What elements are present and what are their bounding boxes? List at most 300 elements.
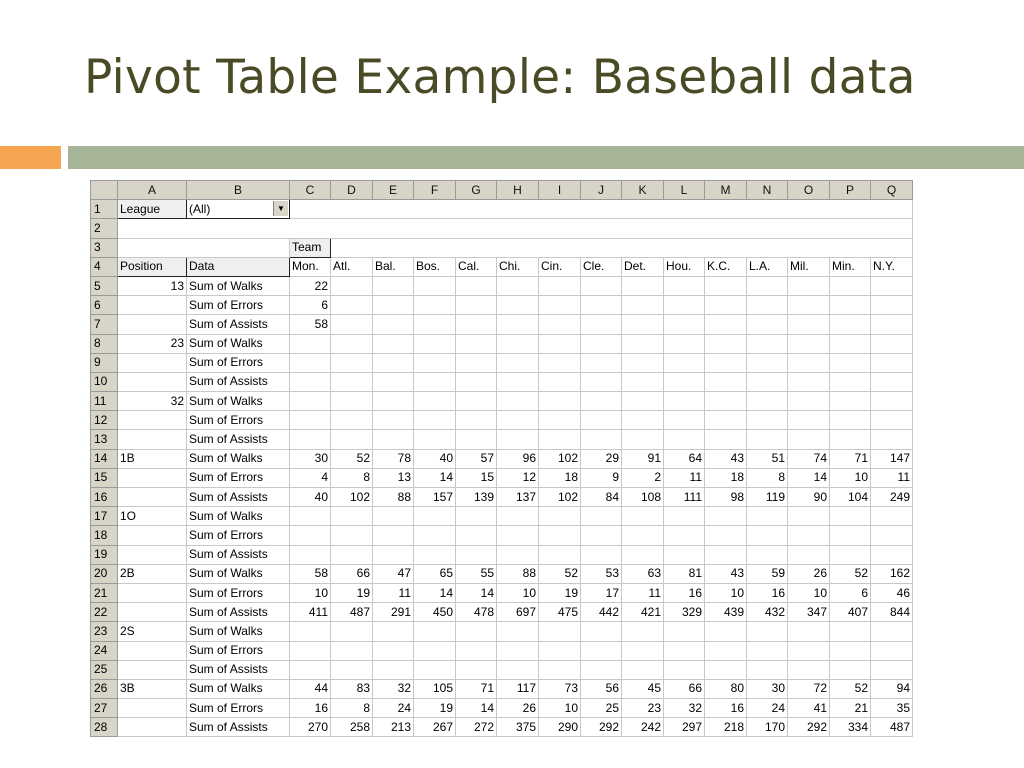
value-cell[interactable] (456, 315, 497, 334)
value-cell[interactable]: 14 (456, 699, 497, 718)
position-group-cell[interactable] (118, 699, 187, 718)
value-cell[interactable] (622, 296, 664, 315)
value-cell[interactable] (622, 334, 664, 353)
row-header[interactable]: 23 (91, 622, 118, 641)
value-cell[interactable]: 16 (747, 583, 788, 602)
value-cell[interactable]: 102 (539, 449, 581, 468)
value-cell[interactable] (539, 276, 581, 295)
value-cell[interactable] (622, 526, 664, 545)
value-cell[interactable]: 9 (581, 468, 622, 487)
row-header[interactable]: 24 (91, 641, 118, 660)
value-cell[interactable] (539, 334, 581, 353)
value-cell[interactable]: 30 (747, 679, 788, 698)
value-cell[interactable] (290, 334, 331, 353)
position-group-cell[interactable] (118, 353, 187, 372)
value-cell[interactable] (539, 660, 581, 679)
value-cell[interactable]: 270 (290, 718, 331, 737)
value-cell[interactable]: 88 (373, 488, 414, 507)
value-cell[interactable]: 26 (497, 699, 539, 718)
value-cell[interactable]: 24 (747, 699, 788, 718)
measure-label-cell[interactable]: Sum of Assists (187, 372, 290, 391)
value-cell[interactable] (414, 411, 456, 430)
value-cell[interactable] (788, 545, 830, 564)
value-cell[interactable] (664, 430, 705, 449)
value-cell[interactable]: 258 (331, 718, 373, 737)
value-cell[interactable] (414, 430, 456, 449)
value-cell[interactable]: 292 (581, 718, 622, 737)
row-header[interactable]: 7 (91, 315, 118, 334)
value-cell[interactable] (788, 372, 830, 391)
position-group-cell[interactable] (118, 545, 187, 564)
column-header[interactable]: J (581, 181, 622, 200)
value-cell[interactable] (456, 411, 497, 430)
value-cell[interactable] (581, 622, 622, 641)
value-cell[interactable]: 29 (581, 449, 622, 468)
team-header-cell[interactable]: Chi. (497, 257, 539, 276)
value-cell[interactable] (373, 296, 414, 315)
value-cell[interactable]: 334 (830, 718, 871, 737)
value-cell[interactable]: 52 (830, 679, 871, 698)
measure-label-cell[interactable]: Sum of Walks (187, 276, 290, 295)
value-cell[interactable] (664, 507, 705, 526)
value-cell[interactable] (747, 660, 788, 679)
value-cell[interactable] (414, 622, 456, 641)
value-cell[interactable] (414, 660, 456, 679)
filter-dropdown[interactable] (187, 200, 290, 219)
value-cell[interactable] (290, 353, 331, 372)
value-cell[interactable]: 11 (871, 468, 913, 487)
value-cell[interactable] (414, 334, 456, 353)
value-cell[interactable] (456, 660, 497, 679)
value-cell[interactable] (373, 507, 414, 526)
value-cell[interactable] (871, 507, 913, 526)
value-cell[interactable]: 71 (456, 679, 497, 698)
value-cell[interactable] (664, 296, 705, 315)
value-cell[interactable] (497, 622, 539, 641)
row-header[interactable]: 3 (91, 238, 118, 257)
value-cell[interactable] (497, 545, 539, 564)
value-cell[interactable]: 10 (290, 583, 331, 602)
team-header-cell[interactable]: Bal. (373, 257, 414, 276)
value-cell[interactable]: 439 (705, 603, 747, 622)
value-cell[interactable] (747, 353, 788, 372)
value-cell[interactable] (456, 276, 497, 295)
value-cell[interactable] (747, 430, 788, 449)
value-cell[interactable]: 102 (539, 488, 581, 507)
value-cell[interactable]: 8 (331, 699, 373, 718)
value-cell[interactable] (622, 622, 664, 641)
value-cell[interactable]: 117 (497, 679, 539, 698)
value-cell[interactable] (622, 411, 664, 430)
value-cell[interactable] (331, 660, 373, 679)
value-cell[interactable] (705, 430, 747, 449)
value-cell[interactable] (664, 353, 705, 372)
position-group-cell[interactable] (118, 315, 187, 334)
value-cell[interactable] (456, 296, 497, 315)
value-cell[interactable]: 10 (497, 583, 539, 602)
value-cell[interactable]: 487 (871, 718, 913, 737)
team-header-cell[interactable]: Atl. (331, 257, 373, 276)
value-cell[interactable] (664, 526, 705, 545)
value-cell[interactable]: 59 (747, 564, 788, 583)
value-cell[interactable]: 218 (705, 718, 747, 737)
value-cell[interactable]: 41 (788, 699, 830, 718)
value-cell[interactable]: 15 (456, 468, 497, 487)
value-cell[interactable] (788, 353, 830, 372)
row-header[interactable]: 8 (91, 334, 118, 353)
value-cell[interactable]: 329 (664, 603, 705, 622)
value-cell[interactable] (664, 411, 705, 430)
value-cell[interactable] (414, 276, 456, 295)
value-cell[interactable]: 14 (456, 583, 497, 602)
value-cell[interactable]: 81 (664, 564, 705, 583)
value-cell[interactable] (414, 392, 456, 411)
value-cell[interactable] (456, 641, 497, 660)
value-cell[interactable] (747, 315, 788, 334)
value-cell[interactable] (497, 660, 539, 679)
value-cell[interactable] (539, 296, 581, 315)
value-cell[interactable] (747, 545, 788, 564)
position-group-cell[interactable] (118, 583, 187, 602)
value-cell[interactable] (497, 296, 539, 315)
team-header-cell[interactable]: Det. (622, 257, 664, 276)
value-cell[interactable] (871, 276, 913, 295)
measure-label-cell[interactable]: Sum of Walks (187, 622, 290, 641)
value-cell[interactable] (373, 545, 414, 564)
value-cell[interactable]: 17 (581, 583, 622, 602)
value-cell[interactable] (331, 411, 373, 430)
position-group-cell[interactable] (118, 430, 187, 449)
value-cell[interactable]: 98 (705, 488, 747, 507)
value-cell[interactable]: 4 (290, 468, 331, 487)
measure-label-cell[interactable]: Sum of Errors (187, 468, 290, 487)
value-cell[interactable]: 53 (581, 564, 622, 583)
value-cell[interactable] (581, 353, 622, 372)
position-group-cell[interactable] (118, 296, 187, 315)
value-cell[interactable] (539, 641, 581, 660)
value-cell[interactable] (331, 430, 373, 449)
value-cell[interactable] (788, 411, 830, 430)
value-cell[interactable] (830, 334, 871, 353)
value-cell[interactable] (539, 430, 581, 449)
measure-label-cell[interactable]: Sum of Assists (187, 430, 290, 449)
value-cell[interactable] (622, 430, 664, 449)
value-cell[interactable] (414, 641, 456, 660)
value-cell[interactable]: 14 (414, 583, 456, 602)
value-cell[interactable] (581, 296, 622, 315)
value-cell[interactable] (788, 392, 830, 411)
value-cell[interactable]: 14 (414, 468, 456, 487)
value-cell[interactable] (747, 622, 788, 641)
value-cell[interactable]: 475 (539, 603, 581, 622)
column-header[interactable]: B (187, 181, 290, 200)
team-header-cell[interactable]: Hou. (664, 257, 705, 276)
value-cell[interactable]: 119 (747, 488, 788, 507)
value-cell[interactable] (705, 334, 747, 353)
row-header[interactable]: 10 (91, 372, 118, 391)
value-cell[interactable] (871, 430, 913, 449)
value-cell[interactable] (497, 372, 539, 391)
team-header-cell[interactable]: Mil. (788, 257, 830, 276)
value-cell[interactable]: 411 (290, 603, 331, 622)
value-cell[interactable]: 157 (414, 488, 456, 507)
value-cell[interactable] (373, 353, 414, 372)
measure-label-cell[interactable]: Sum of Errors (187, 411, 290, 430)
position-group-cell[interactable]: 1B (118, 449, 187, 468)
value-cell[interactable] (331, 334, 373, 353)
value-cell[interactable]: 272 (456, 718, 497, 737)
row-header[interactable]: 18 (91, 526, 118, 545)
value-cell[interactable] (788, 641, 830, 660)
value-cell[interactable] (331, 622, 373, 641)
value-cell[interactable] (290, 622, 331, 641)
value-cell[interactable]: 52 (331, 449, 373, 468)
value-cell[interactable] (456, 334, 497, 353)
measure-label-cell[interactable]: Sum of Walks (187, 507, 290, 526)
column-header[interactable]: C (290, 181, 331, 200)
value-cell[interactable]: 74 (788, 449, 830, 468)
value-cell[interactable] (539, 622, 581, 641)
value-cell[interactable]: 94 (871, 679, 913, 698)
value-cell[interactable] (290, 526, 331, 545)
value-cell[interactable] (414, 315, 456, 334)
value-cell[interactable] (331, 296, 373, 315)
value-cell[interactable] (830, 315, 871, 334)
column-header[interactable]: Q (871, 181, 913, 200)
value-cell[interactable]: 52 (830, 564, 871, 583)
value-cell[interactable]: 291 (373, 603, 414, 622)
value-cell[interactable]: 25 (581, 699, 622, 718)
value-cell[interactable] (830, 660, 871, 679)
measure-label-cell[interactable]: Sum of Assists (187, 603, 290, 622)
value-cell[interactable] (830, 353, 871, 372)
value-cell[interactable] (581, 411, 622, 430)
value-cell[interactable]: 58 (290, 564, 331, 583)
value-cell[interactable] (622, 353, 664, 372)
value-cell[interactable] (539, 353, 581, 372)
team-header-cell[interactable]: N.Y. (871, 257, 913, 276)
column-header[interactable]: O (788, 181, 830, 200)
value-cell[interactable]: 147 (871, 449, 913, 468)
value-cell[interactable] (290, 641, 331, 660)
value-cell[interactable] (788, 526, 830, 545)
value-cell[interactable]: 22 (290, 276, 331, 295)
position-group-cell[interactable]: 32 (118, 392, 187, 411)
value-cell[interactable]: 65 (414, 564, 456, 583)
value-cell[interactable] (581, 526, 622, 545)
row-header[interactable]: 25 (91, 660, 118, 679)
value-cell[interactable]: 297 (664, 718, 705, 737)
value-cell[interactable] (414, 296, 456, 315)
row-header[interactable]: 15 (91, 468, 118, 487)
value-cell[interactable]: 478 (456, 603, 497, 622)
value-cell[interactable] (705, 276, 747, 295)
value-cell[interactable] (331, 392, 373, 411)
value-cell[interactable]: 11 (664, 468, 705, 487)
value-cell[interactable]: 72 (788, 679, 830, 698)
value-cell[interactable]: 26 (788, 564, 830, 583)
measure-label-cell[interactable]: Sum of Walks (187, 334, 290, 353)
value-cell[interactable] (331, 372, 373, 391)
value-cell[interactable]: 170 (747, 718, 788, 737)
value-cell[interactable] (871, 622, 913, 641)
value-cell[interactable] (705, 507, 747, 526)
value-cell[interactable] (290, 372, 331, 391)
value-cell[interactable] (830, 276, 871, 295)
value-cell[interactable] (290, 660, 331, 679)
value-cell[interactable] (497, 641, 539, 660)
value-cell[interactable] (581, 276, 622, 295)
value-cell[interactable] (497, 411, 539, 430)
value-cell[interactable] (705, 372, 747, 391)
value-cell[interactable] (747, 507, 788, 526)
value-cell[interactable]: 40 (290, 488, 331, 507)
value-cell[interactable] (788, 430, 830, 449)
value-cell[interactable]: 46 (871, 583, 913, 602)
value-cell[interactable] (622, 660, 664, 679)
value-cell[interactable]: 91 (622, 449, 664, 468)
position-group-cell[interactable] (118, 372, 187, 391)
value-cell[interactable] (705, 353, 747, 372)
value-cell[interactable]: 71 (830, 449, 871, 468)
value-cell[interactable]: 442 (581, 603, 622, 622)
value-cell[interactable]: 14 (788, 468, 830, 487)
value-cell[interactable]: 47 (373, 564, 414, 583)
select-all-corner[interactable] (91, 181, 118, 200)
team-header-cell[interactable]: Mon. (290, 257, 331, 276)
value-cell[interactable]: 66 (664, 679, 705, 698)
value-cell[interactable] (664, 622, 705, 641)
value-cell[interactable]: 19 (331, 583, 373, 602)
value-cell[interactable] (581, 392, 622, 411)
value-cell[interactable]: 11 (622, 583, 664, 602)
value-cell[interactable] (539, 392, 581, 411)
value-cell[interactable] (290, 430, 331, 449)
position-group-cell[interactable]: 23 (118, 334, 187, 353)
column-header[interactable]: M (705, 181, 747, 200)
position-group-cell[interactable]: 2B (118, 564, 187, 583)
value-cell[interactable] (871, 392, 913, 411)
value-cell[interactable] (497, 276, 539, 295)
row-header[interactable]: 2 (91, 219, 118, 238)
row-header[interactable]: 28 (91, 718, 118, 737)
position-group-cell[interactable]: 1O (118, 507, 187, 526)
value-cell[interactable]: 162 (871, 564, 913, 583)
value-cell[interactable]: 35 (871, 699, 913, 718)
value-cell[interactable] (497, 526, 539, 545)
team-header-cell[interactable]: L.A. (747, 257, 788, 276)
row-header[interactable]: 13 (91, 430, 118, 449)
value-cell[interactable] (788, 507, 830, 526)
measure-label-cell[interactable]: Sum of Walks (187, 564, 290, 583)
value-cell[interactable]: 16 (290, 699, 331, 718)
measure-label-cell[interactable]: Sum of Walks (187, 392, 290, 411)
value-cell[interactable] (622, 641, 664, 660)
column-header[interactable]: N (747, 181, 788, 200)
value-cell[interactable] (539, 507, 581, 526)
value-cell[interactable]: 421 (622, 603, 664, 622)
value-cell[interactable] (373, 641, 414, 660)
value-cell[interactable] (830, 526, 871, 545)
column-header[interactable]: D (331, 181, 373, 200)
measure-label-cell[interactable]: Sum of Assists (187, 545, 290, 564)
team-header-cell[interactable]: Min. (830, 257, 871, 276)
value-cell[interactable] (664, 392, 705, 411)
value-cell[interactable] (331, 315, 373, 334)
value-cell[interactable]: 19 (539, 583, 581, 602)
value-cell[interactable] (331, 276, 373, 295)
column-header[interactable]: E (373, 181, 414, 200)
value-cell[interactable]: 292 (788, 718, 830, 737)
row-header[interactable]: 27 (91, 699, 118, 718)
value-cell[interactable] (331, 526, 373, 545)
value-cell[interactable] (705, 296, 747, 315)
value-cell[interactable] (622, 276, 664, 295)
value-cell[interactable]: 242 (622, 718, 664, 737)
measure-label-cell[interactable]: Sum of Walks (187, 449, 290, 468)
column-header[interactable]: H (497, 181, 539, 200)
value-cell[interactable] (497, 430, 539, 449)
value-cell[interactable] (581, 372, 622, 391)
value-cell[interactable] (705, 411, 747, 430)
value-cell[interactable] (373, 660, 414, 679)
row-header[interactable]: 17 (91, 507, 118, 526)
value-cell[interactable] (788, 622, 830, 641)
value-cell[interactable] (747, 641, 788, 660)
position-group-cell[interactable] (118, 488, 187, 507)
data-field-label[interactable]: Data (187, 257, 290, 276)
value-cell[interactable] (747, 372, 788, 391)
value-cell[interactable] (871, 353, 913, 372)
value-cell[interactable]: 56 (581, 679, 622, 698)
value-cell[interactable]: 64 (664, 449, 705, 468)
value-cell[interactable] (373, 276, 414, 295)
value-cell[interactable]: 2 (622, 468, 664, 487)
team-header-cell[interactable]: Bos. (414, 257, 456, 276)
measure-label-cell[interactable]: Sum of Errors (187, 699, 290, 718)
value-cell[interactable]: 8 (331, 468, 373, 487)
value-cell[interactable] (830, 392, 871, 411)
value-cell[interactable]: 30 (290, 449, 331, 468)
measure-label-cell[interactable]: Sum of Assists (187, 315, 290, 334)
value-cell[interactable]: 139 (456, 488, 497, 507)
value-cell[interactable] (871, 660, 913, 679)
value-cell[interactable] (331, 641, 373, 660)
value-cell[interactable] (539, 372, 581, 391)
value-cell[interactable] (373, 526, 414, 545)
value-cell[interactable] (456, 353, 497, 372)
position-group-cell[interactable] (118, 411, 187, 430)
value-cell[interactable] (705, 641, 747, 660)
value-cell[interactable] (747, 526, 788, 545)
value-cell[interactable]: 249 (871, 488, 913, 507)
dropdown-arrow-icon[interactable]: ▼ (273, 201, 288, 216)
value-cell[interactable]: 267 (414, 718, 456, 737)
value-cell[interactable]: 96 (497, 449, 539, 468)
value-cell[interactable] (581, 315, 622, 334)
value-cell[interactable]: 290 (539, 718, 581, 737)
value-cell[interactable] (581, 334, 622, 353)
value-cell[interactable]: 375 (497, 718, 539, 737)
value-cell[interactable]: 90 (788, 488, 830, 507)
value-cell[interactable] (581, 430, 622, 449)
value-cell[interactable]: 88 (497, 564, 539, 583)
value-cell[interactable] (747, 392, 788, 411)
row-field-label[interactable]: Position (118, 257, 187, 276)
column-header[interactable]: G (456, 181, 497, 200)
value-cell[interactable] (456, 392, 497, 411)
value-cell[interactable] (581, 507, 622, 526)
